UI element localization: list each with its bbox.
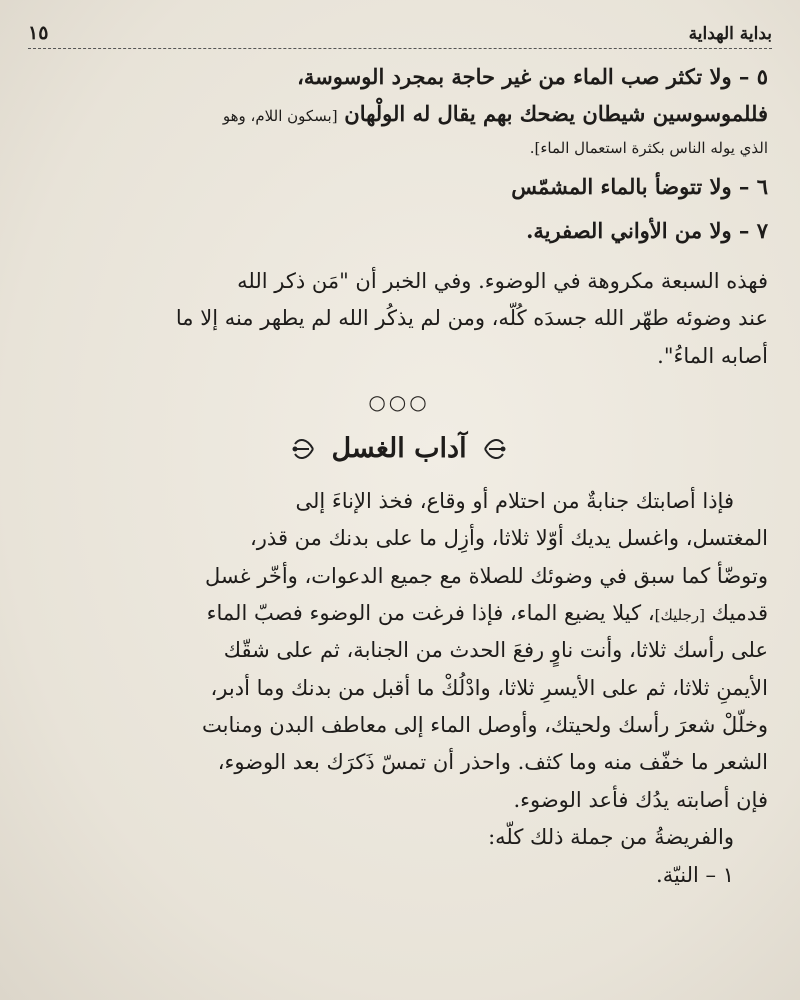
- item-5-note-b: الذي يوله الناس بكثرة استعمال الماء].: [529, 138, 768, 157]
- ghusl-line-1: فإذا أصابتك جنابةٌ من احتلام أو وقاع، فخذ الإناءَ إلى: [295, 488, 734, 513]
- section-separator: ○○○: [368, 390, 430, 415]
- item-6: ٦ – ولا تتوضأ بالماء المشمّس: [511, 174, 768, 200]
- ghusl-line-6: الأيمنِ ثلاثا، ثم على الأيسرِ ثلاثا، وادْلُكْ ما أقبل من بدنك وما أدبر،: [210, 675, 768, 700]
- running-title: بداية الهداية: [688, 24, 772, 44]
- item-5-line-1: ٥ – ولا تكثر صب الماء من غير حاجة بمجرد الوسوسة،: [297, 64, 768, 89]
- ghusl-line-2: المغتسل، واغسل يديك أوّلا ثلاثا، وأزِل ما على بدنك من قذر،: [250, 526, 768, 551]
- section-heading: آداب الغسل: [331, 432, 467, 464]
- page-content: [30, 58, 768, 894]
- ghusl-line-3: وتوضّأ كما سبق في وضوئك للصلاة مع جميع الدعوات، وأخّر غسل: [204, 563, 768, 588]
- item-7: ٧ – ولا من الأواني الصفرية.: [526, 217, 768, 243]
- ghusl-line-9: فإن أصابته يدُك فأعد الوضوء.: [513, 787, 768, 812]
- item-5-note-a: [بسكون اللام، وهو: [222, 107, 338, 126]
- ghusl-line-4-b: ، كيلا يضيع الماء، فإذا فرغت من الوضوء فصبّ الماء: [206, 600, 655, 625]
- ghusl-line-10: والفريضةُ من جملة ذلك كلّه:: [488, 825, 734, 850]
- paragraph-1-line-1: فهذه السبعة مكروهة في الوضوء. وفي الخبر أن "مَن ذكر الله: [237, 269, 768, 293]
- ornament-left-icon: [291, 434, 317, 464]
- page-number: ١٥: [28, 22, 49, 44]
- paragraph-1-line-3: أصابه الماءُ".: [657, 343, 768, 368]
- ornament-right-icon: [481, 434, 507, 464]
- ghusl-line-4: [30, 595, 768, 632]
- ghusl-line-4-note: [رجليك]: [654, 605, 705, 624]
- item-5-text: فللموسوسين شيطان يضحك بهم يقال له الولْهان: [344, 101, 768, 127]
- ghusl-line-4-a: قدميك: [711, 600, 768, 625]
- section-heading-wrap: [30, 425, 768, 473]
- paragraph-1-line-2: عند وضوئه طهّر الله جسدَه كُلّه، ومن لم يذكُر الله لم يطهر منه إلا ما: [175, 306, 768, 331]
- item-5-line-2: [30, 95, 768, 133]
- ghusl-line-8: الشعر ما خفّف منه وما كثف. واحذر أن تمسّ ذَكرَك بعد الوضوء،: [217, 750, 768, 775]
- ghusl-line-5: على رأسك ثلاثا، وأنت ناوٍ رفعَ الحدث من الجنابة، ثم على شقّك: [223, 638, 768, 663]
- ghusl-line-11: ١ – النيّة.: [656, 862, 734, 887]
- running-header: [28, 16, 772, 49]
- ghusl-line-7: وخلّلْ شعرَ رأسك ولحيتك، وأوصل الماء إلى معاطف البدن ومنابت: [202, 713, 768, 738]
